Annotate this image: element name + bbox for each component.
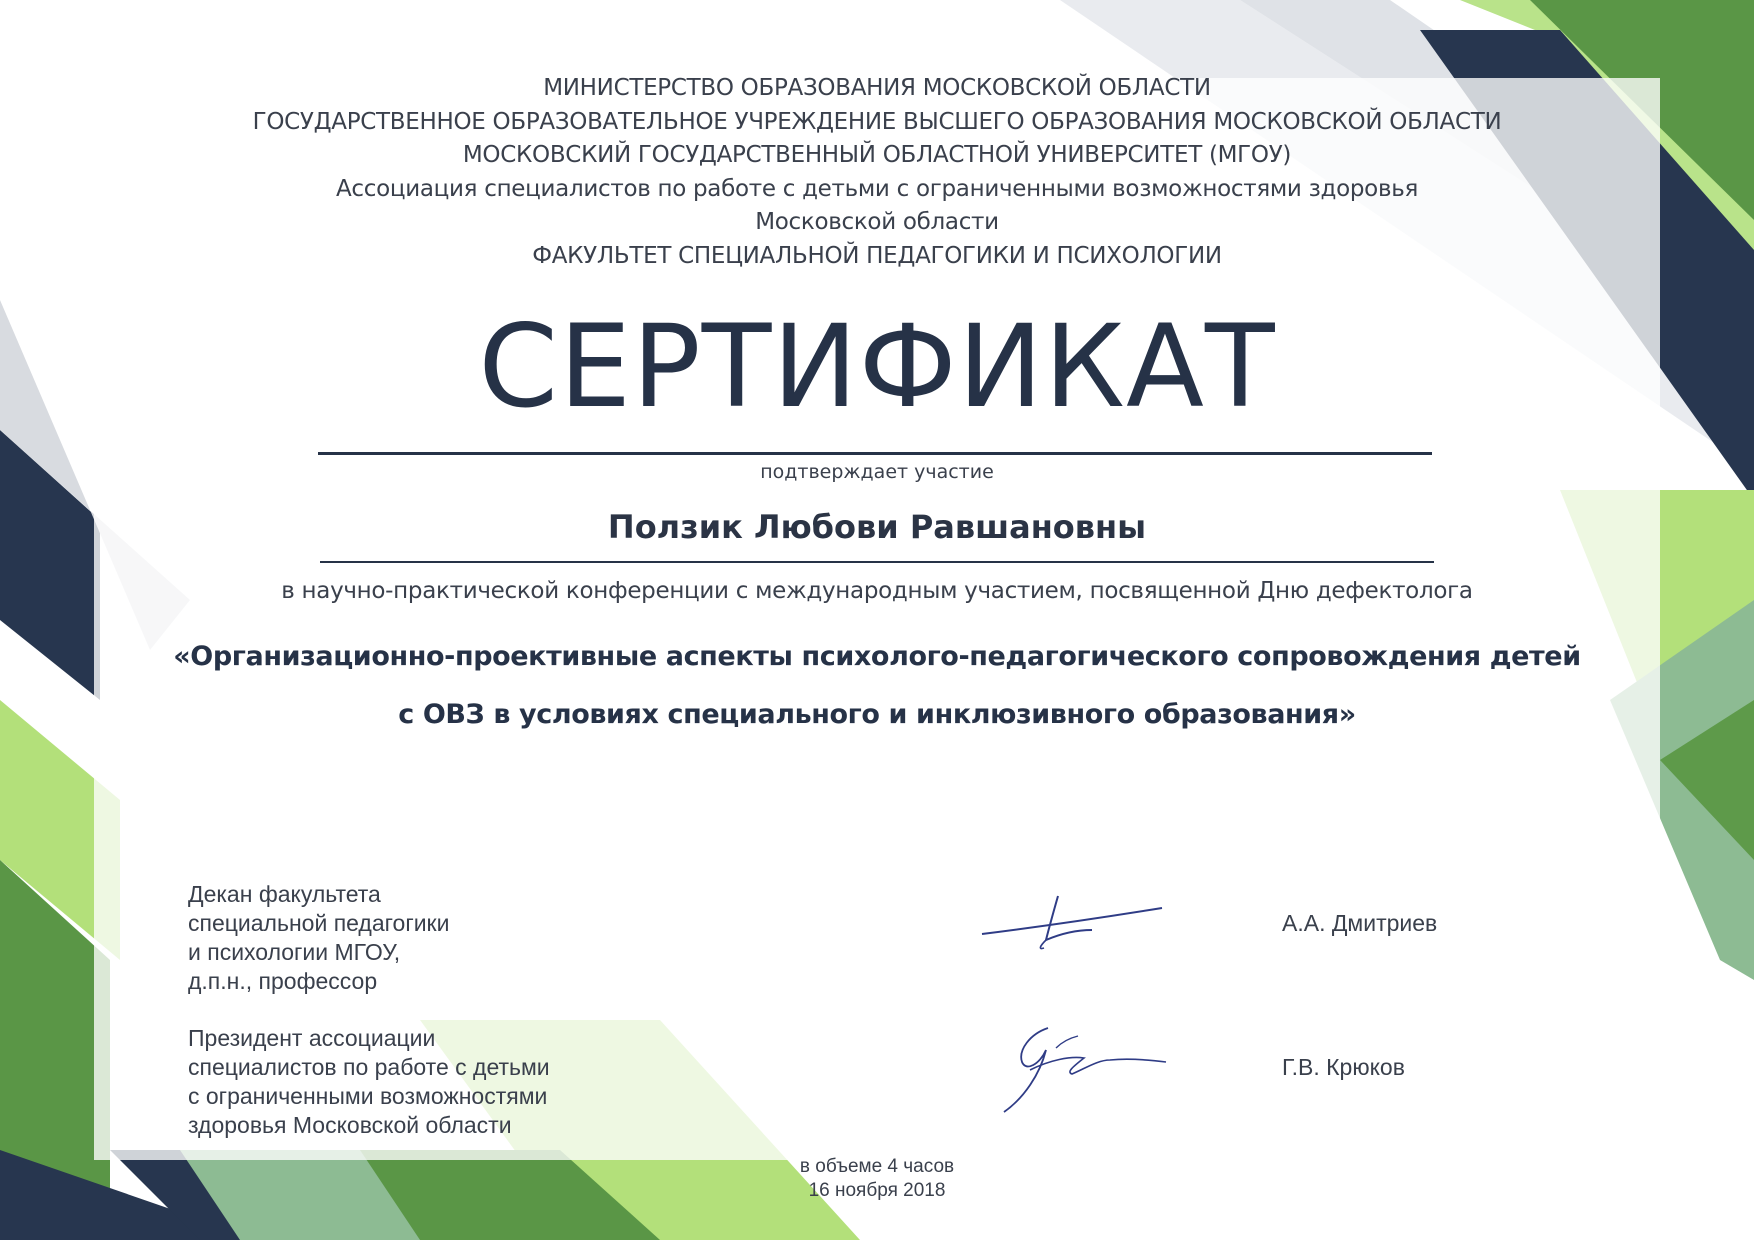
name-divider — [320, 561, 1434, 563]
date-text: 16 ноября 2018 — [808, 1180, 946, 1201]
recipient-name: Ползик Любови Равшановны — [607, 508, 1147, 546]
signatory-role-dean — [188, 880, 449, 996]
role-line: Президент ассоциации — [188, 1025, 436, 1051]
role-line: специальной педагогики — [188, 910, 450, 936]
header-line: МОСКОВСКИЙ ГОСУДАРСТВЕННЫЙ ОБЛАСТНОЙ УНИВЕРСИТЕТ (МГОУ) — [462, 142, 1292, 168]
signatory-name-president: Г.В. Крюков — [1282, 1054, 1405, 1080]
role-line: специалистов по работе с детьми — [188, 1054, 550, 1080]
certificate-title: СЕРТИФИКАТ — [478, 300, 1276, 433]
header-line: Московской области — [755, 209, 999, 235]
event-description: в научно-практической конференции с международным участием, посвященной Дню дефектолога — [281, 578, 1473, 604]
header-line: ФАКУЛЬТЕТ СПЕЦИАЛЬНОЙ ПЕДАГОГИКИ И ПСИХОЛОГИИ — [532, 242, 1222, 269]
role-line: и психологии МГОУ, — [188, 939, 401, 965]
header-line: ГОСУДАРСТВЕННОЕ ОБРАЗОВАТЕЛЬНОЕ УЧРЕЖДЕНИЕ ВЫСШЕГО ОБРАЗОВАНИЯ МОСКОВСКОЙ ОБЛАСТИ — [252, 108, 1502, 135]
signatory-name-dean: А.А. Дмитриев — [1282, 910, 1438, 936]
topic-line: «Организационно-проективные аспекты психолого-педагогического сопровождения детей — [173, 641, 1581, 672]
issuer-header — [0, 72, 1754, 273]
conference-topic — [0, 628, 1754, 744]
header-line: Ассоциация специалистов по работе с детьми с ограниченными возможностями здоровья — [335, 175, 1418, 202]
signature-dean — [980, 890, 1165, 960]
signatory-role-president — [188, 1024, 550, 1140]
footer-info — [0, 1155, 1754, 1203]
role-line: с ограниченными возможностями — [188, 1083, 548, 1109]
role-line: здоровья Московской области — [188, 1112, 512, 1138]
confirms-participation-text: подтверждает участие — [760, 461, 994, 483]
hours-text: в объеме 4 часов — [799, 1156, 955, 1177]
header-line: МИНИСТЕРСТВО ОБРАЗОВАНИЯ МОСКОВСКОЙ ОБЛАСТИ — [543, 75, 1211, 101]
title-divider — [318, 452, 1432, 455]
topic-line: с ОВЗ в условиях специального и инклюзивного образования» — [398, 699, 1356, 730]
role-line: д.п.н., профессор — [188, 968, 378, 994]
role-line: Декан факультета — [188, 881, 381, 907]
signature-president — [1000, 1020, 1170, 1115]
